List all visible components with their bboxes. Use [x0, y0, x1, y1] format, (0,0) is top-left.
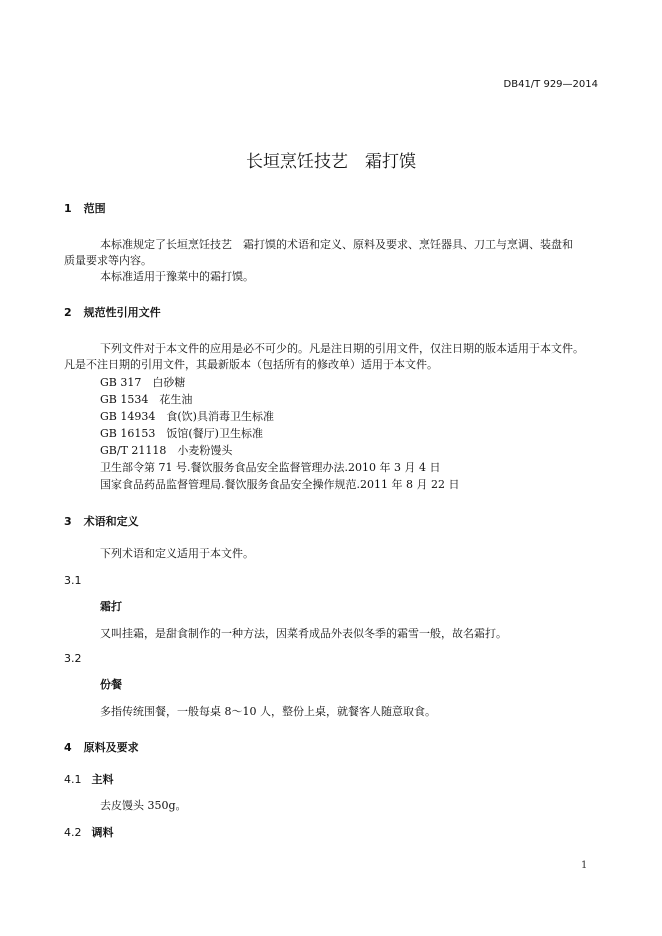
- section-2-heading: [64, 304, 161, 320]
- subsection-4-2-heading: [64, 824, 114, 840]
- term-definition: 多指传统围餐，一般每桌 8～10 人，整份上桌，就餐客人随意取食。: [100, 705, 436, 718]
- section-number: 3: [64, 515, 72, 528]
- section-1-heading: [64, 200, 106, 216]
- paragraph: 本标准规定了长垣烹饪技艺 霜打馍的术语和定义、原料及要求、烹饪器具、刀工与烹调、装盘和: [100, 238, 573, 251]
- reference-item: GB 14934 食(饮)具消毒卫生标准: [100, 410, 274, 423]
- reference-item: 卫生部令第 71 号.餐饮服务食品安全监督管理办法.2010 年 3 月 4 日: [100, 461, 441, 474]
- paragraph: 去皮馒头 350g。: [100, 799, 187, 812]
- term-number: 3.2: [64, 652, 82, 665]
- term-name: 霜打: [100, 600, 122, 613]
- term-number: 3.1: [64, 574, 82, 587]
- paragraph: 本标准适用于豫菜中的霜打馍。: [100, 270, 254, 283]
- section-title: 范围: [83, 202, 106, 215]
- section-3-heading: [64, 513, 139, 529]
- paragraph: 下列文件对于本文件的应用是必不可少的。凡是注日期的引用文件，仅注日期的版本适用于本文件。: [100, 342, 584, 355]
- reference-item: 国家食品药品监督管理局.餐饮服务食品安全操作规范.2011 年 8 月 22 日: [100, 478, 460, 491]
- subsection-number: 4.1: [64, 773, 82, 786]
- section-number: 4: [64, 741, 72, 754]
- subsection-title: 主料: [91, 773, 114, 786]
- section-number: 2: [64, 306, 72, 319]
- section-4-heading: [64, 739, 139, 755]
- term-definition: 又叫挂霜，是甜食制作的一种方法，因菜肴成品外表似冬季的霜雪一般，故名霜打。: [100, 627, 507, 640]
- subsection-4-1-heading: [64, 771, 114, 787]
- paragraph: 凡是不注日期的引用文件，其最新版本（包括所有的修改单）适用于本文件。: [64, 358, 438, 371]
- paragraph: 质量要求等内容。: [64, 254, 152, 267]
- subsection-title: 调料: [91, 826, 114, 839]
- document-title: 长垣烹饪技艺 霜打馍: [246, 152, 416, 172]
- reference-item: GB 16153 饭馆(餐厅)卫生标准: [100, 427, 263, 440]
- reference-item: GB 317 白砂糖: [100, 376, 186, 389]
- paragraph: 下列术语和定义适用于本文件。: [100, 547, 254, 560]
- reference-item: GB/T 21118 小麦粉馒头: [100, 444, 233, 457]
- term-name: 份餐: [100, 678, 122, 691]
- subsection-number: 4.2: [64, 826, 82, 839]
- section-number: 1: [64, 202, 72, 215]
- document-header-number: DB41/T 929—2014: [503, 79, 598, 90]
- section-title: 原料及要求: [83, 741, 139, 754]
- reference-item: GB 1534 花生油: [100, 393, 193, 406]
- section-title: 规范性引用文件: [83, 306, 161, 319]
- page-number: 1: [581, 860, 588, 871]
- section-title: 术语和定义: [83, 515, 139, 528]
